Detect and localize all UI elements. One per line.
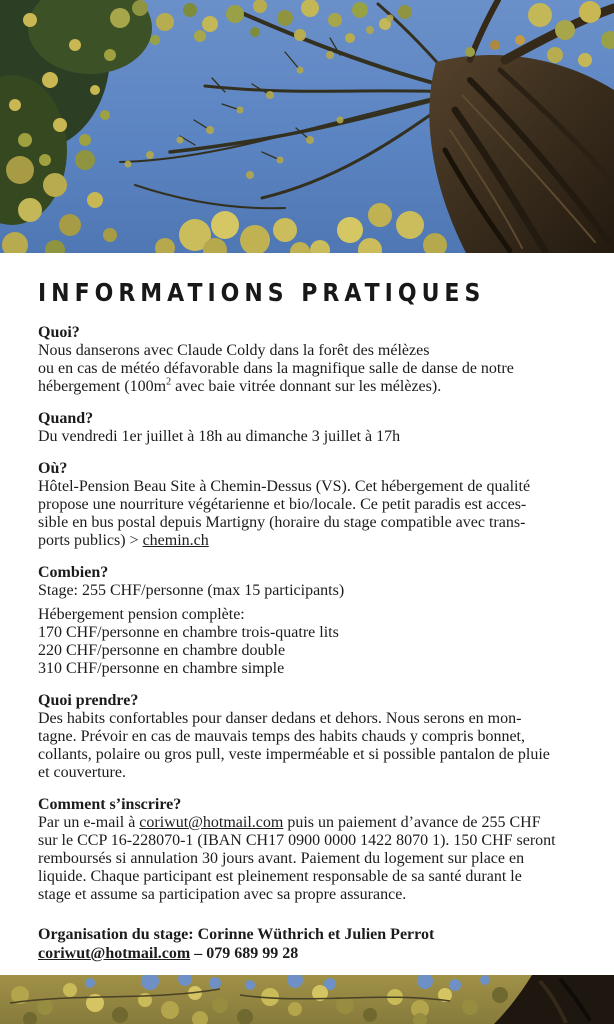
body-line: et couverture.	[38, 764, 126, 781]
body-line: collants, polaire ou gros pull, veste imperméable et si possible pantalon de pluie	[38, 746, 550, 763]
section-heading-quand: Quand?	[38, 410, 94, 427]
contact-line	[38, 944, 580, 963]
body-line: 310 CHF/personne en chambre simple	[38, 660, 285, 677]
section-combien	[38, 563, 580, 678]
flyer-content	[0, 253, 614, 963]
page-title: INFORMATIONS PRATIQUES	[38, 279, 486, 308]
body-line: Des habits confortables pour danser dedans et dehors. Nous serons en mon-	[38, 710, 522, 727]
body-text: ports publics) >	[38, 532, 143, 549]
body-line: 170 CHF/personne en chambre trois-quatre lits	[38, 624, 339, 641]
body-line	[38, 532, 580, 550]
body-line: Nous danserons avec Claude Coldy dans la forêt des mélèzes	[38, 342, 430, 359]
body-line	[38, 378, 580, 396]
section-heading-quoi-prendre: Quoi prendre?	[38, 692, 139, 709]
body-line: stage et assume sa participation avec sa propre assurance.	[38, 886, 407, 903]
chemin-ch-link[interactable]: chemin.ch	[142, 532, 209, 549]
body-line: Hébergement pension complète:	[38, 606, 245, 623]
body-text: Par un e-mail à	[38, 814, 140, 831]
body-line: Du vendredi 1er juillet à 18h au dimanche 3 juillet à 17h	[38, 428, 401, 445]
body-line	[38, 814, 580, 832]
body-line: Stage: 255 CHF/personne (max 15 participants)	[38, 582, 345, 599]
forest-photo-bottom	[0, 975, 614, 1024]
section-heading-inscription: Comment s’inscrire?	[38, 796, 182, 813]
forest-photo-top	[0, 0, 614, 253]
section-quoi-prendre	[38, 691, 580, 782]
footer	[38, 925, 580, 963]
section-heading-ou: Où?	[38, 460, 68, 477]
section-inscription	[38, 795, 580, 904]
body-line: ou en cas de météo défavorable dans la magnifique salle de danse de notre	[38, 360, 514, 377]
organisation-line: Organisation du stage: Corinne Wüthrich et Julien Perrot	[38, 926, 435, 943]
superscript-2: 2	[166, 376, 172, 388]
section-heading-combien: Combien?	[38, 564, 109, 581]
email-link[interactable]: coriwut@hotmail.com	[139, 814, 284, 831]
footer-email-link[interactable]: coriwut@hotmail.com	[38, 945, 191, 962]
section-quand	[38, 409, 580, 446]
body-line: 220 CHF/personne en chambre double	[38, 642, 286, 659]
section-heading-quoi: Quoi?	[38, 324, 80, 341]
body-text: avec baie vitrée donnant sur les mélèzes).	[171, 378, 442, 395]
body-line: remboursés si annulation 30 jours avant. Paiement du logement sur place en	[38, 850, 525, 867]
body-line: Hôtel-Pension Beau Site à Chemin-Dessus (VS). Cet hébergement de qualité	[38, 478, 531, 495]
body-line: sible en bus postal depuis Martigny (horaire du stage compatible avec trans-	[38, 514, 526, 531]
body-line: liquide. Chaque participant est pleinement responsable de sa santé durant le	[38, 868, 522, 885]
section-quoi	[38, 323, 580, 396]
body-text: puis un paiement d’avance de 255 CHF	[283, 814, 541, 831]
footer-phone: – 079 689 99 28	[190, 945, 299, 962]
body-text: hébergement (100m	[38, 378, 167, 395]
body-line: tagne. Prévoir en cas de mauvais temps des habits chauds y compris bonnet,	[38, 728, 525, 745]
body-line: sur le CCP 16-228070-1 (IBAN CH17 0900 0000 1422 8070 1). 150 CHF seront	[38, 832, 556, 849]
body-line: propose une nourriture végétarienne et bio/locale. Ce petit paradis est acces-	[38, 496, 527, 513]
section-ou	[38, 459, 580, 550]
